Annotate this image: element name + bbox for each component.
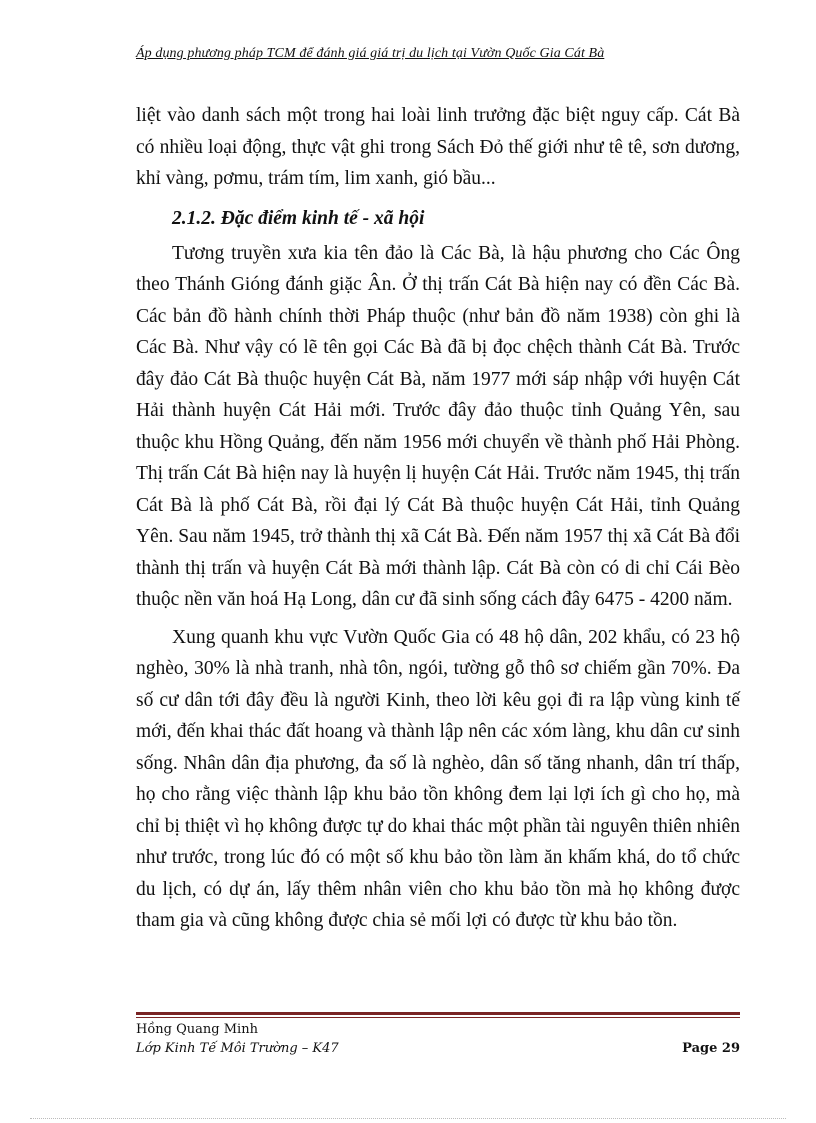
running-header: Áp dụng phương pháp TCM để đánh giá giá trị du lịch tại Vườn Quốc Gia Cát Bà [136,46,605,61]
footer-rule-thin [136,1017,740,1018]
footer-rule-thick [136,1012,740,1015]
page-footer [136,1020,740,1058]
paragraph-history: Tương truyền xưa kia tên đảo là Các Bà, là hậu phương cho Các Ông theo Thánh Gióng đánh giặc Ân. Ở thị trấn Cát Bà hiện nay có đền Các Bà. Các bản đồ hành chính thời Pháp thuộc (như bản đồ năm 1938) còn ghi là Các Bà. Như vậy có lẽ tên gọi Các Bà đã bị đọc chệch thành Cát Bà. Trước đây đảo Cát Bà thuộc huyện Cát Bà, năm 1977 mới sáp nhập với huyện Cát Hải thành huyện Cát Hải mới. Trước đây đảo thuộc tỉnh Quảng Yên, sau thuộc khu Hồng Quảng, đến năm 1956 mới chuyển về thành phố Hải Phòng. Thị trấn Cát Bà hiện nay là huyện lị huyện Cát Hải. Trước năm 1945, thị trấn Cát Bà là phố Cát Bà, rồi đại lý Cát Bà thuộc huyện Cát Hải, tỉnh Quảng Yên. Sau năm 1945, trở thành thị xã Cát Bà. Đến năm 1957 thị xã Cát Bà đổi thành thị trấn và huyện Cát Bà mới thành lập. Cát Bà còn có di chỉ Cái Bèo thuộc nền văn hoá Hạ Long, dân cư đã sinh sống cách đây 6475 - 4200 năm. [136,242,740,610]
paragraph-population: Xung quanh khu vực Vườn Quốc Gia có 48 hộ dân, 202 khẩu, có 23 hộ nghèo, 30% là nhà tranh, nhà tôn, ngói, tường gỗ thô sơ chiếm gần 70%. Đa số cư dân tới đây đều là người Kinh, theo lời kêu gọi đi ra lập vùng kinh tế mới, đến khai thác đất hoang và thành lập nên các xóm làng, khu dân cư sinh sống. Nhân dân địa phương, đa số là nghèo, dân số tăng nhanh, dân trí thấp, họ cho rằng việc thành lập khu bảo tồn không đem lại lợi ích gì cho họ, mà chỉ bị thiệt vì họ không được tự do khai thác một phần tài nguyên thiên nhiên như trước, trong lúc đó có một số khu bảo tồn làm ăn khấm khá, do tổ chức du lịch, có dự án, lấy thêm nhân viên cho khu bảo tồn mà họ không được tham gia và cũng không được chia sẻ mối lợi có được từ khu bảo tồn. [136,626,740,931]
page-bottom-divider [30,1118,786,1119]
footer-class: Lớp Kinh Tế Môi Trường – K47 [136,1041,339,1056]
document-body [136,100,740,937]
footer-row [136,1039,740,1058]
footer-author: Hồng Quang Minh [136,1022,258,1037]
page-number: Page 29 [682,1041,740,1056]
section-heading: 2.1.2. Đặc điểm kinh tế - xã hội [172,207,425,229]
paragraph-intro: liệt vào danh sách một trong hai loài linh trưởng đặc biệt nguy cấp. Cát Bà có nhiều loại động, thực vật ghi trong Sách Đỏ thế giới như tê tê, sơn dương, khỉ vàng, pơmu, trám tím, lim xanh, gió bầu... [136,105,740,189]
